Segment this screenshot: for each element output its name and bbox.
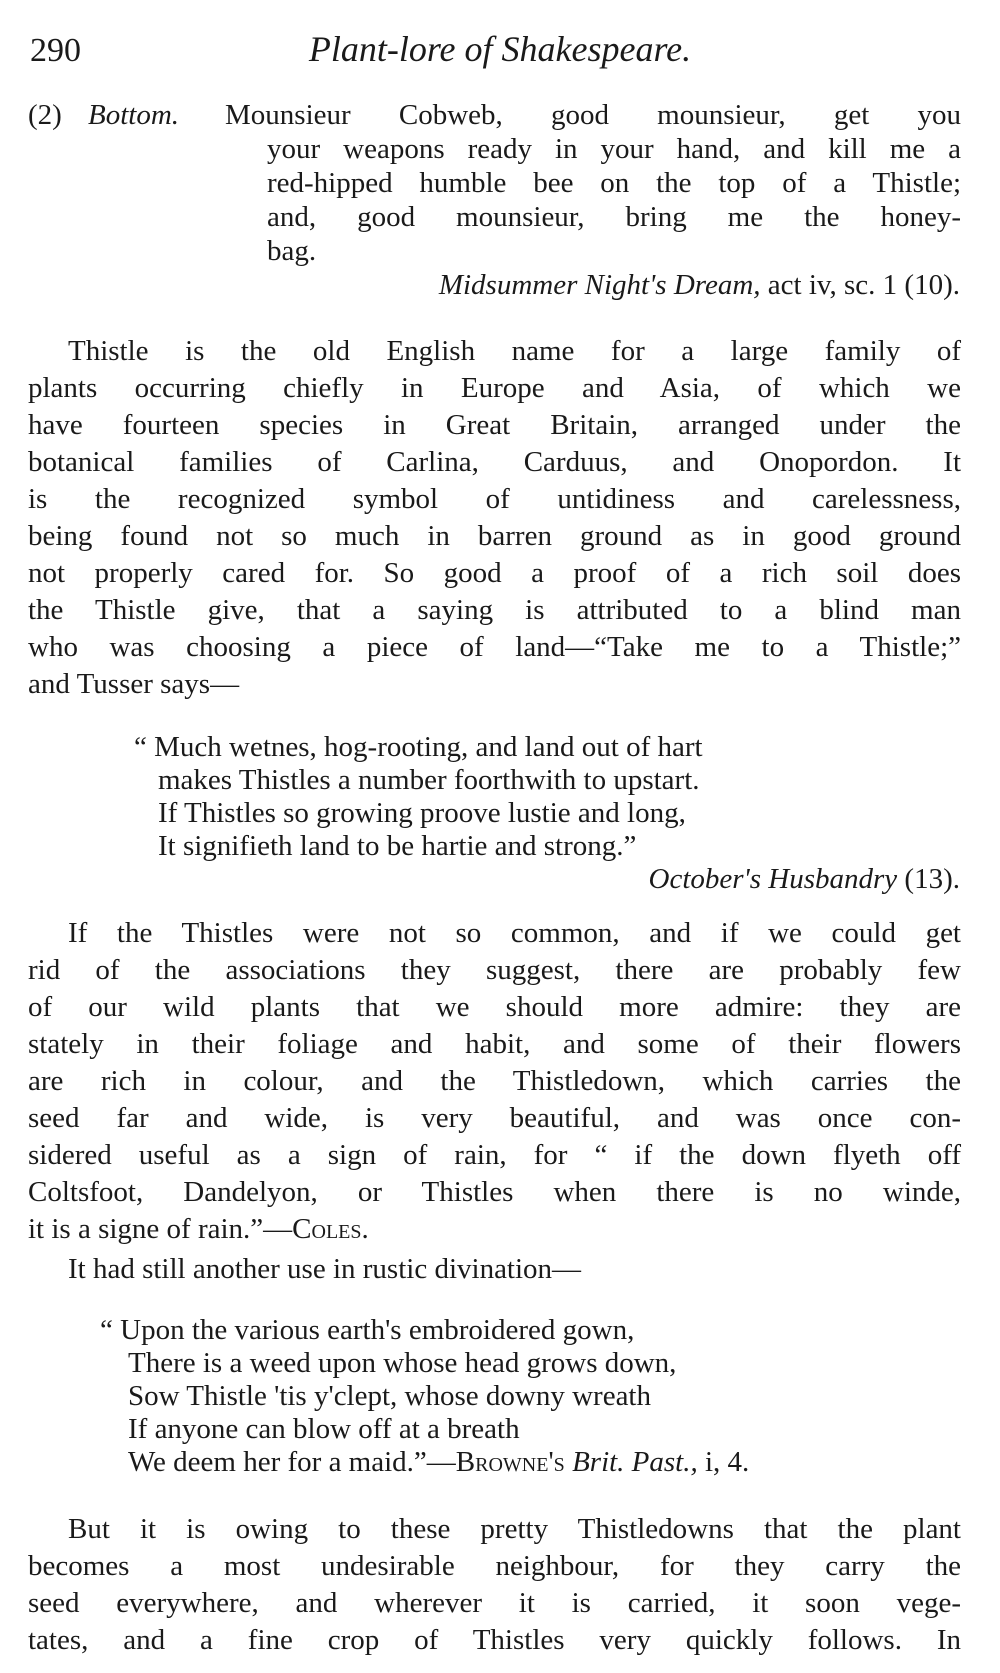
quote-line: red-hipped humble bee on the top of a Thistle; bbox=[267, 167, 961, 199]
verse-line: “ Much wetnes, hog-rooting, and land out of hart bbox=[134, 731, 703, 763]
body-line: rid of the associations they suggest, there are probably few bbox=[28, 954, 961, 986]
body-line: is the recognized symbol of untidiness and carelessness, bbox=[28, 483, 961, 515]
verse-line bbox=[128, 1445, 749, 1479]
body-line: becomes a most undesirable neighbour, for they carry the bbox=[28, 1550, 961, 1582]
body-line: It had still another use in rustic divination— bbox=[68, 1253, 582, 1285]
body-text: it is a signe of rain.”— bbox=[28, 1213, 293, 1245]
body-line: not properly cared for. So good a proof of a rich soil does bbox=[28, 557, 961, 589]
work-ref: i, 4. bbox=[704, 1446, 750, 1478]
quote-source bbox=[649, 862, 960, 896]
body-line: seed far and wide, is very beautiful, and was once con- bbox=[28, 1102, 961, 1134]
body-line: But it is owing to these pretty Thistledowns that the plant bbox=[68, 1513, 961, 1545]
quote-line: and, good mounsieur, bring me the honey- bbox=[267, 201, 961, 233]
quote-line: bag. bbox=[267, 235, 317, 267]
body-line: the Thistle give, that a saying is attributed to a blind man bbox=[28, 594, 961, 626]
quote-line: Mounsieur Cobweb, good mounsieur, get you bbox=[225, 99, 961, 131]
body-line: seed everywhere, and wherever it is carried, it soon vege- bbox=[28, 1587, 961, 1619]
body-line: and Tusser says— bbox=[28, 668, 240, 700]
source-ref: act iv, sc. 1 (10). bbox=[767, 269, 960, 301]
quote-speaker: Bottom. bbox=[88, 99, 180, 131]
source-title: October's Husbandry bbox=[648, 863, 898, 895]
verse-line: “ Upon the various earth's embroidered gown, bbox=[100, 1314, 635, 1346]
quote-line: your weapons ready in your hand, and kill me a bbox=[267, 133, 961, 165]
body-line bbox=[28, 1212, 369, 1246]
verse-line: makes Thistles a number foorthwith to upstart. bbox=[158, 764, 700, 796]
body-line: being found not so much in barren ground as in good ground bbox=[28, 520, 961, 552]
running-title: Plant-lore of Shakespeare. bbox=[308, 29, 692, 69]
body-line: have fourteen species in Great Britain, arranged under the bbox=[28, 409, 961, 441]
verse-line: If Thistles so growing proove lustie and long, bbox=[158, 797, 686, 829]
author-name: Coles. bbox=[292, 1213, 369, 1245]
body-line: If the Thistles were not so common, and if we could get bbox=[68, 917, 961, 949]
verse-line: There is a weed upon whose head grows down, bbox=[128, 1347, 677, 1379]
body-line: who was choosing a piece of land—“Take me to a Thistle;” bbox=[28, 631, 961, 663]
body-line: of our wild plants that we should more admire: they are bbox=[28, 991, 961, 1023]
quote-label: (2) bbox=[28, 99, 62, 131]
body-line: sidered useful as a sign of rain, for “ if the down flyeth off bbox=[28, 1139, 961, 1171]
work-title: Brit. Past., bbox=[572, 1446, 698, 1478]
verse-line: If anyone can blow off at a breath bbox=[128, 1413, 520, 1445]
verse-line: Sow Thistle 'tis y'clept, whose downy wreath bbox=[128, 1380, 651, 1412]
verse-line: It signifieth land to be hartie and strong.” bbox=[158, 830, 637, 862]
source-ref: (13). bbox=[904, 863, 960, 895]
body-line: are rich in colour, and the Thistledown, which carries the bbox=[28, 1065, 961, 1097]
verse-text: We deem her for a maid.”— bbox=[128, 1446, 456, 1478]
body-line: Coltsfoot, Dandelyon, or Thistles when there is no winde, bbox=[28, 1176, 961, 1208]
author-name: Browne's bbox=[455, 1446, 565, 1478]
page-number: 290 bbox=[30, 32, 81, 69]
body-line: Thistle is the old English name for a large family of bbox=[68, 335, 961, 367]
quote-source bbox=[439, 268, 960, 302]
body-line: botanical families of Carlina, Carduus, and Onopordon. It bbox=[28, 446, 961, 478]
body-line: tates, and a fine crop of Thistles very quickly follows. In bbox=[28, 1624, 961, 1656]
body-line: stately in their foliage and habit, and some of their flowers bbox=[28, 1028, 961, 1060]
source-title: Midsummer Night's Dream, bbox=[438, 269, 761, 301]
body-line: plants occurring chiefly in Europe and Asia, of which we bbox=[28, 372, 961, 404]
